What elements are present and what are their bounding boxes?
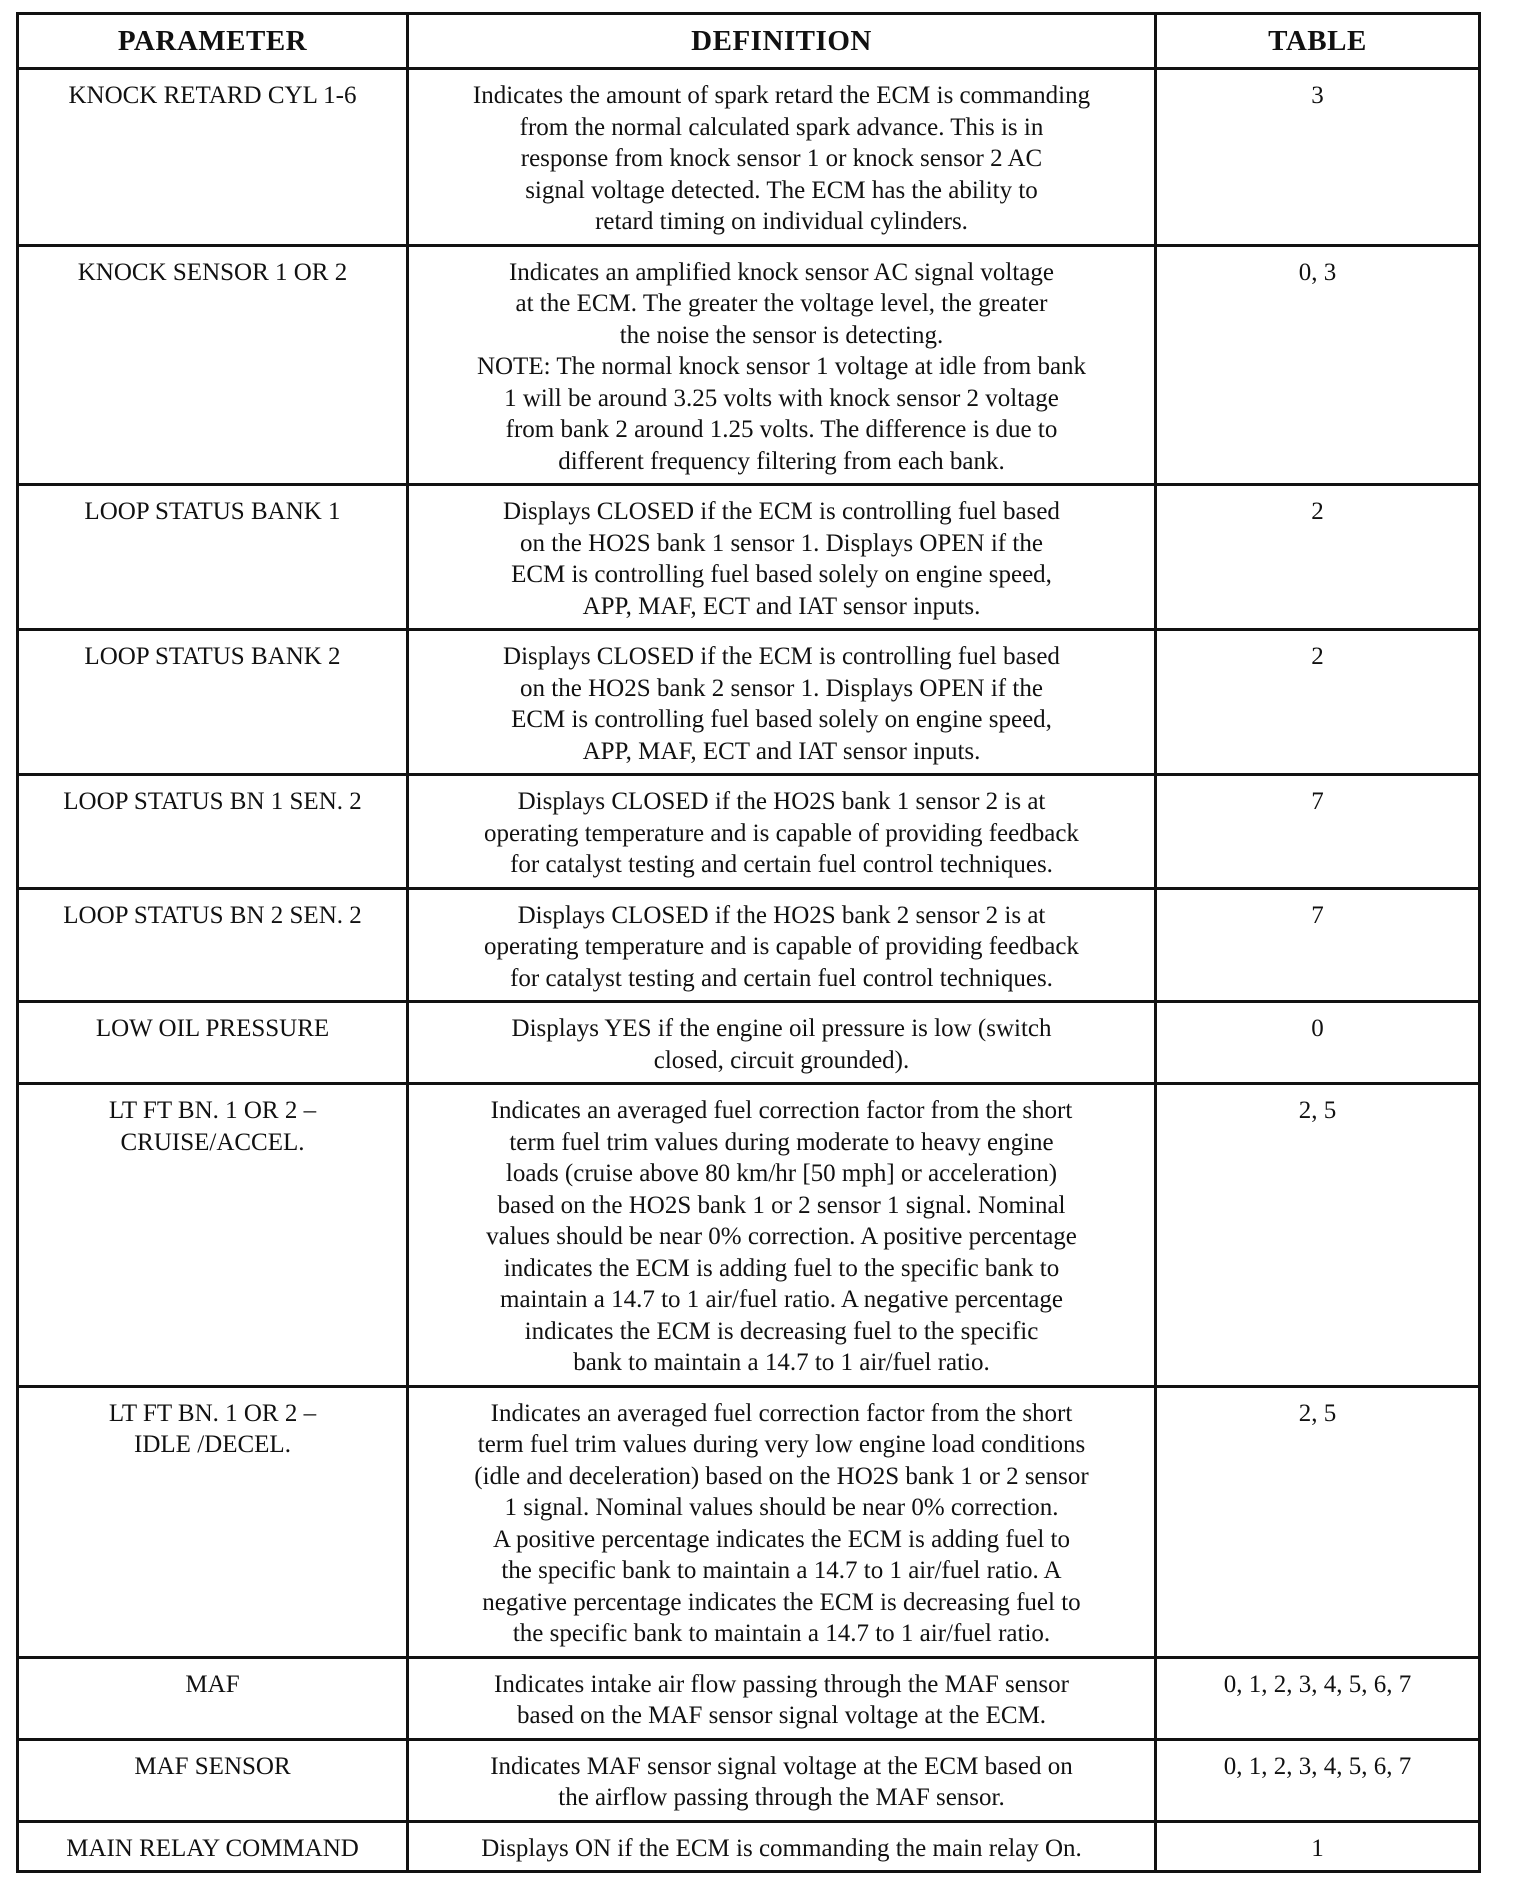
definition-line: Indicates the amount of spark retard the ECM is commanding: [472, 82, 1091, 109]
definition-line: Displays CLOSED if the ECM is controlling fuel based: [503, 498, 1060, 525]
parameter-cell: [18, 1657, 408, 1739]
definition-line: the specific bank to maintain a 14.7 to 1 air/fuel ratio.: [512, 1620, 1051, 1647]
parameter-line: MAIN RELAY COMMAND: [66, 1834, 359, 1862]
parameter-line: LOOP STATUS BN 1 SEN. 2: [63, 788, 362, 815]
definition-cell: [408, 485, 1156, 630]
parameter-cell: [18, 1821, 408, 1872]
definition-line: on the HO2S bank 1 sensor 1. Displays OPEN if the: [520, 529, 1043, 557]
definition-line: on the HO2S bank 2 sensor 1. Displays OPEN if the: [520, 674, 1043, 702]
parameter-cell: [18, 775, 408, 889]
table-row: [18, 775, 1480, 889]
table-ref-cell: 2: [1156, 630, 1480, 775]
definition-cell: [408, 1386, 1156, 1657]
parameter-line: KNOCK SENSOR 1 OR 2: [77, 258, 348, 286]
definition-line: ECM is controlling fuel based solely on engine speed,: [511, 561, 1052, 588]
parameter-line: LOOP STATUS BANK 2: [84, 643, 341, 670]
definition-line: from bank 2 around 1.25 volts. The difference is due to: [505, 416, 1058, 443]
table-row: [18, 1002, 1480, 1084]
definition-line: Indicates intake air flow passing through the MAF sensor: [494, 1670, 1069, 1698]
parameter-line: LOW OIL PRESSURE: [95, 1015, 330, 1042]
table-row: [18, 630, 1480, 775]
parameter-cell: [18, 69, 408, 246]
table-row: [18, 1386, 1480, 1657]
definition-line: Indicates an averaged fuel correction factor from the short: [490, 1399, 1073, 1427]
definition-cell: [408, 1002, 1156, 1084]
definition-line: operating temperature and is capable of providing feedback: [484, 819, 1079, 847]
definition-cell: [408, 630, 1156, 775]
definition-line: Displays CLOSED if the ECM is controlling fuel based: [503, 643, 1060, 670]
definition-line: Displays ON if the ECM is commanding the main relay On.: [481, 1834, 1082, 1862]
definition-line: Indicates an amplified knock sensor AC signal voltage: [508, 258, 1054, 286]
definition-line: maintain a 14.7 to 1 air/fuel ratio. A negative percentage: [500, 1286, 1063, 1313]
parameter-line: LOOP STATUS BANK 1: [84, 498, 341, 525]
definition-line: different frequency filtering from each bank.: [558, 447, 1005, 475]
definition-line: NOTE: The normal knock sensor 1 voltage at idle from bank: [476, 353, 1087, 380]
definition-line: (idle and deceleration) based on the HO2S bank 1 or 2 sensor: [474, 1462, 1089, 1490]
parameter-line: LT FT BN. 1 OR 2 –: [108, 1097, 317, 1124]
table-row: [18, 1739, 1480, 1821]
definition-cell: [408, 1657, 1156, 1739]
parameter-cell: [18, 888, 408, 1002]
definition-cell: [408, 1821, 1156, 1872]
definition-line: Displays YES if the engine oil pressure is low (switch: [511, 1015, 1052, 1042]
table-ref-cell: 2: [1156, 485, 1480, 630]
definition-cell: [408, 1739, 1156, 1821]
table-ref-cell: 0, 1, 2, 3, 4, 5, 6, 7: [1156, 1657, 1480, 1739]
definition-line: closed, circuit grounded).: [653, 1046, 910, 1074]
definition-line: signal voltage detected. The ECM has the ability to: [525, 176, 1038, 204]
table-row: [18, 1084, 1480, 1387]
definition-line: from the normal calculated spark advance. This is in: [519, 113, 1044, 141]
table-ref-cell: 7: [1156, 775, 1480, 889]
table-ref-cell: 0, 1, 2, 3, 4, 5, 6, 7: [1156, 1739, 1480, 1821]
table-ref-cell: 7: [1156, 888, 1480, 1002]
definition-line: bank to maintain a 14.7 to 1 air/fuel ratio.: [573, 1349, 990, 1376]
definition-line: for catalyst testing and certain fuel control techniques.: [510, 851, 1053, 878]
definition-line: Indicates MAF sensor signal voltage at the ECM based on: [490, 1752, 1073, 1780]
table-row: [18, 888, 1480, 1002]
definition-line: based on the HO2S bank 1 or 2 sensor 1 signal. Nominal: [497, 1191, 1066, 1219]
definition-line: the airflow passing through the MAF sensor.: [558, 1784, 1005, 1811]
table-ref-cell: 3: [1156, 69, 1480, 246]
definition-line: 1 signal. Nominal values should be near 0% correction.: [504, 1494, 1059, 1521]
definition-line: term fuel trim values during moderate to heavy engine: [509, 1128, 1054, 1156]
definition-line: retard timing on individual cylinders.: [595, 208, 968, 235]
table-body: [18, 69, 1480, 1872]
table-ref-cell: 1: [1156, 1821, 1480, 1872]
table-row: [18, 1821, 1480, 1872]
parameter-line: CRUISE/ACCEL.: [120, 1128, 305, 1156]
definition-line: the noise the sensor is detecting.: [619, 321, 944, 349]
definition-line: term fuel trim values during very low engine load conditions: [477, 1431, 1086, 1458]
parameter-line: IDLE /DECEL.: [134, 1431, 291, 1458]
parameter-line: LT FT BN. 1 OR 2 –: [108, 1399, 317, 1427]
parameter-table: [16, 12, 1481, 1873]
table-row: [18, 485, 1480, 630]
definition-line: APP, MAF, ECT and IAT sensor inputs.: [582, 592, 981, 620]
table-ref-cell: 2, 5: [1156, 1084, 1480, 1387]
parameter-cell: [18, 1084, 408, 1387]
definition-line: at the ECM. The greater the voltage level, the greater: [515, 290, 1048, 317]
parameter-cell: [18, 245, 408, 485]
table-row: [18, 69, 1480, 246]
definition-line: loads (cruise above 80 km/hr [50 mph] or acceleration): [505, 1160, 1058, 1187]
definition-line: ECM is controlling fuel based solely on engine speed,: [511, 706, 1052, 733]
header-definition: DEFINITION: [408, 14, 1156, 69]
table-row: [18, 245, 1480, 485]
definition-line: A positive percentage indicates the ECM is adding fuel to: [493, 1525, 1070, 1553]
definition-line: values should be near 0% correction. A positive percentage: [486, 1223, 1077, 1250]
definition-line: 1 will be around 3.25 volts with knock sensor 2 voltage: [504, 384, 1059, 412]
definition-line: for catalyst testing and certain fuel control techniques.: [510, 964, 1053, 992]
parameter-line: KNOCK RETARD CYL 1-6: [68, 82, 357, 109]
parameter-cell: [18, 1739, 408, 1821]
header-row: [18, 14, 1480, 69]
table-row: [18, 1657, 1480, 1739]
definition-cell: [408, 69, 1156, 246]
definition-cell: [408, 775, 1156, 889]
definition-line: negative percentage indicates the ECM is decreasing fuel to: [482, 1588, 1081, 1616]
header-parameter: PARAMETER: [18, 14, 408, 69]
table-ref-cell: 0, 3: [1156, 245, 1480, 485]
definition-cell: [408, 245, 1156, 485]
parameter-cell: [18, 1386, 408, 1657]
parameter-line: LOOP STATUS BN 2 SEN. 2: [63, 901, 362, 929]
definition-line: Displays CLOSED if the HO2S bank 2 sensor 2 is at: [517, 901, 1046, 929]
parameter-cell: [18, 630, 408, 775]
parameter-line: MAF: [185, 1670, 240, 1698]
definition-line: Indicates an averaged fuel correction factor from the short: [490, 1097, 1073, 1124]
definition-line: operating temperature and is capable of providing feedback: [484, 933, 1079, 960]
definition-line: Displays CLOSED if the HO2S bank 1 sensor 2 is at: [517, 788, 1046, 815]
header-table: TABLE: [1156, 14, 1480, 69]
definition-cell: [408, 888, 1156, 1002]
definition-line: indicates the ECM is decreasing fuel to the specific: [524, 1317, 1039, 1345]
definition-line: indicates the ECM is adding fuel to the specific bank to: [503, 1254, 1060, 1282]
table-ref-cell: 2, 5: [1156, 1386, 1480, 1657]
parameter-cell: [18, 1002, 408, 1084]
definition-line: APP, MAF, ECT and IAT sensor inputs.: [582, 737, 981, 765]
parameter-cell: [18, 485, 408, 630]
parameter-line: MAF SENSOR: [134, 1752, 291, 1780]
definition-line: the specific bank to maintain a 14.7 to 1 air/fuel ratio. A: [501, 1557, 1062, 1584]
definition-cell: [408, 1084, 1156, 1387]
definition-line: response from knock sensor 1 or knock sensor 2 AC: [520, 145, 1043, 172]
definition-line: based on the MAF sensor signal voltage at the ECM.: [516, 1702, 1047, 1729]
table-ref-cell: 0: [1156, 1002, 1480, 1084]
